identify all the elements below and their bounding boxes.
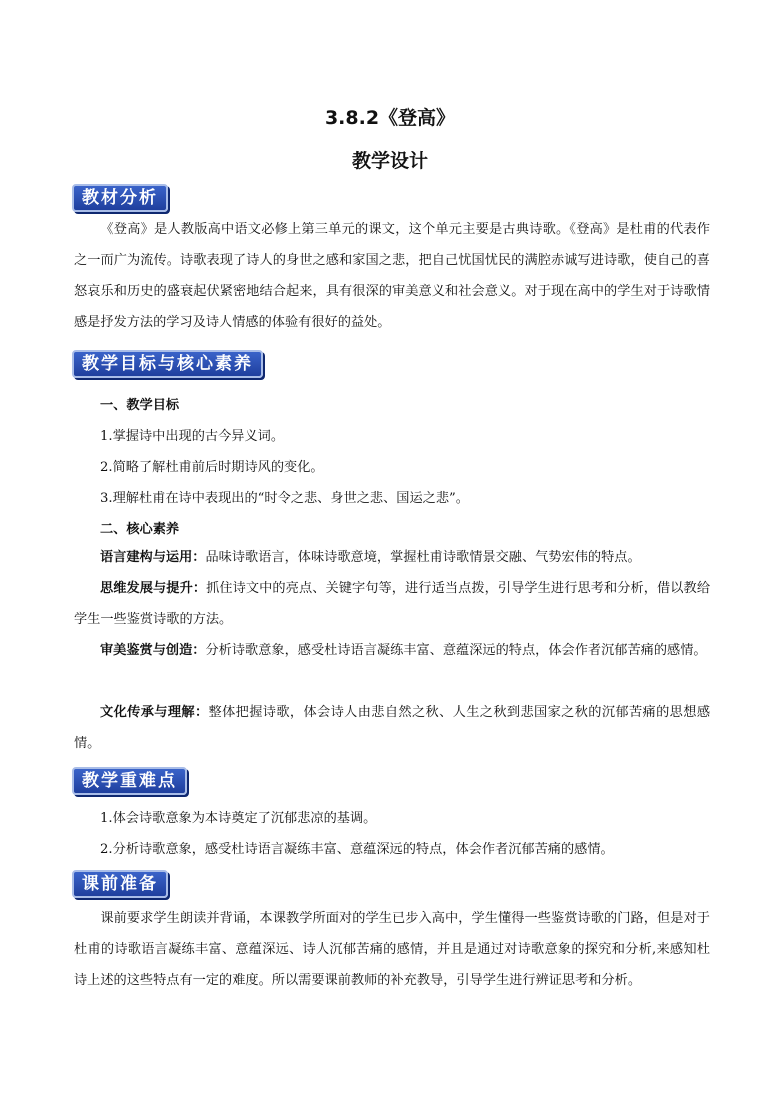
key-point-item: 1.体会诗歌意象为本诗奠定了沉郁悲凉的基调。 [100, 811, 377, 826]
literacy-label: 语言建构与运用： [100, 550, 206, 565]
literacy-text: 整体把握诗歌，体会诗人由悲自然之秋、人生之秋到悲国家之秋的沉郁苦痛的思想感情。 [74, 705, 711, 751]
literacy-label: 审美鉴赏与创造： [100, 643, 206, 658]
literacy-text: 分析诗歌意象，感受杜诗语言凝练丰富、意蕴深远的特点，体会作者沉郁苦痛的感情。 [205, 643, 707, 658]
literacy-heading: 二、核心素养 [100, 522, 180, 537]
section-badge-key-points: 教学重难点 [72, 767, 187, 795]
goals-heading: 一、教学目标 [100, 398, 180, 413]
preparation-paragraph: 课前要求学生朗读并背诵，本课教学所面对的学生已步入高中，学生懂得一些鉴赏诗歌的门路，但是对于杜甫的诗歌语言凝练丰富、意蕴深远、诗人沉郁苦痛的感情，并且是通过对诗歌意象的探究和分析,来感知杜诗上述的这些特点有一定的难度。所以需要课前教师的补充教导，引导学生进行辨证思考和分析。 [74, 911, 710, 988]
literacy-item-culture [74, 697, 710, 759]
literacy-label: 思维发展与提升： [100, 581, 207, 596]
textbook-analysis-paragraph: 《登高》是人教版高中语文必修上第三单元的课文，这个单元主要是古典诗歌。《登高》是杜甫的代表作之一而广为流传。诗歌表现了诗人的身世之感和家国之悲，把自己忧国忧民的满腔赤诚写进诗歌，使自己的喜怒哀乐和历史的盛衰起伏紧密地结合起来，具有很深的审美意义和社会意义。对于现在高中的学生对于诗歌情感是抒发方法的学习及诗人情感的体验有很好的益处。 [74, 222, 710, 330]
goal-item: 3.理解杜甫在诗中表现出的“时令之悲、身世之悲、国运之悲”。 [100, 491, 469, 506]
literacy-item-thinking [74, 573, 710, 635]
document-title: 3.8.2《登高》 [324, 107, 456, 129]
section-badge-goals-literacy: 教学目标与核心素养 [72, 350, 263, 378]
section-badge-textbook-analysis: 教材分析 [72, 184, 168, 212]
literacy-item-language [74, 542, 710, 573]
goal-item: 2.简略了解杜甫前后时期诗风的变化。 [100, 460, 324, 475]
literacy-text: 抓住诗文中的亮点、关键字句等，进行适当点拨，引导学生进行思考和分析，借以教给学生一些鉴赏诗歌的方法。 [74, 581, 711, 627]
literacy-text: 品味诗歌语言，体味诗歌意境，掌握杜甫诗歌情景交融、气势宏伟的特点。 [205, 550, 641, 565]
document-subtitle: 教学设计 [351, 150, 428, 172]
literacy-item-aesthetic [74, 635, 710, 666]
literacy-label: 文化传承与理解： [100, 705, 209, 720]
key-point-item: 2.分析诗歌意象，感受杜诗语言凝练丰富、意蕴深远的特点，体会作者沉郁苦痛的感情。 [100, 842, 614, 857]
goal-item: 1.掌握诗中出现的古今异义词。 [100, 429, 285, 444]
section-badge-preparation: 课前准备 [72, 870, 168, 898]
